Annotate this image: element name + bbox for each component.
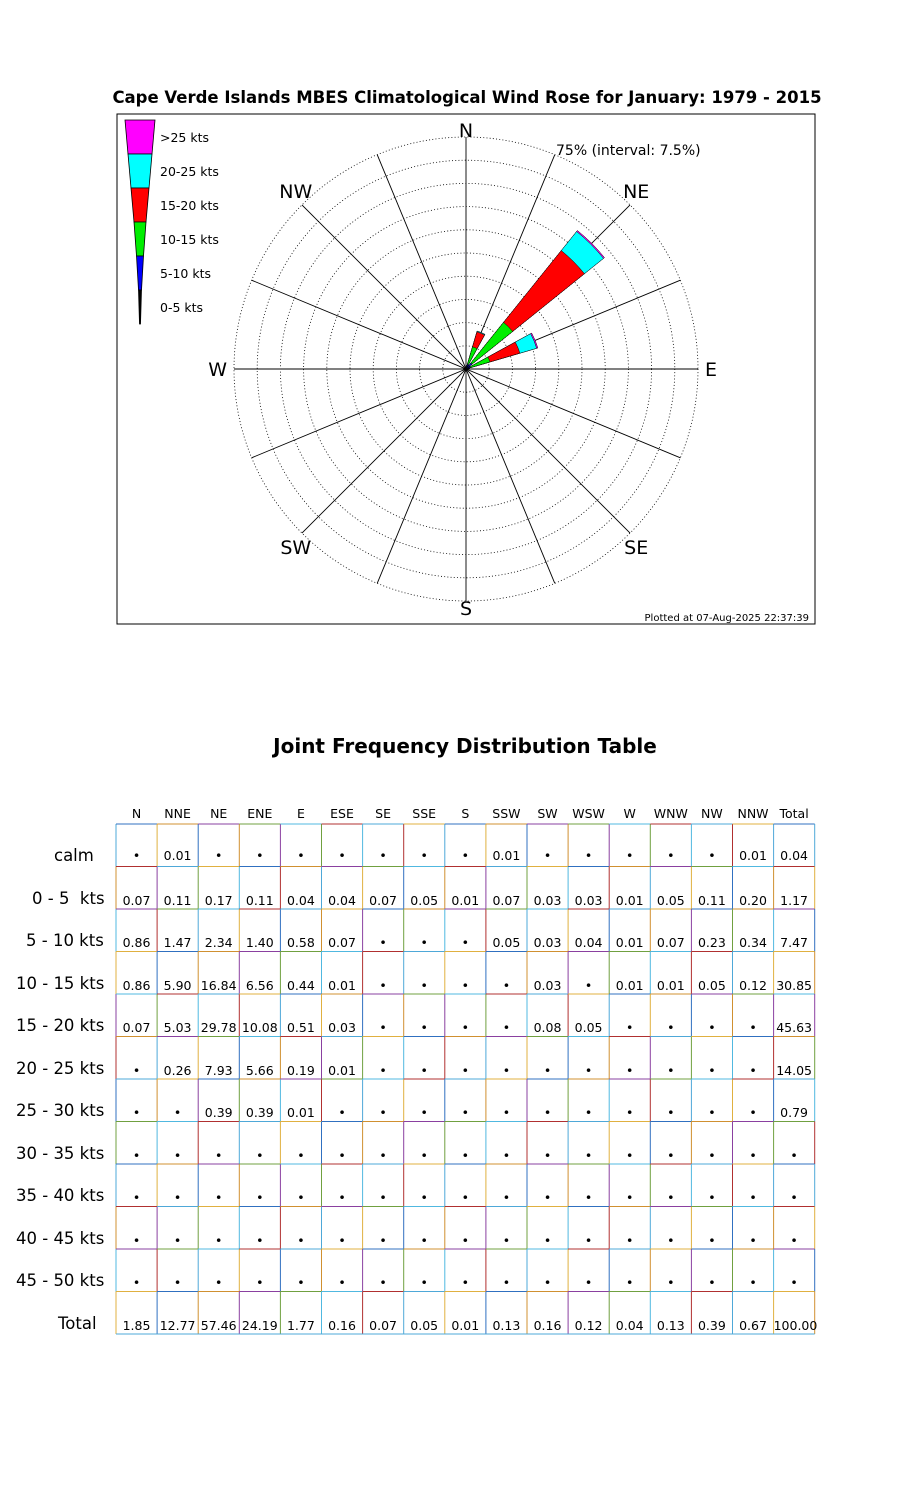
table-cell: • [626,1275,634,1290]
table-cell: • [461,1147,469,1163]
table-cell: • [667,1020,675,1035]
table-cell: 0.20 [739,892,767,908]
table-cell: • [461,1020,469,1035]
table-cell: • [215,1275,223,1290]
table-cell: 0.58 [286,935,315,950]
table-cell: • [461,1062,469,1078]
table-cell: • [790,1275,798,1290]
column-header-sse: SSE [412,806,437,821]
row-header: 5 - 10 kts [26,931,104,950]
table-cell: • [379,1232,387,1248]
table-cell: • [667,848,675,863]
table-cell: • [461,1232,469,1248]
table-cell: 0.05 [410,892,439,908]
table-cell: • [132,1105,141,1120]
table-cell: • [584,977,593,993]
row-header: 10 - 15 kts [16,973,105,993]
table-cell: 0.01 [656,977,685,993]
legend-label: 15-20 kts [160,198,219,213]
table-cell: 0.67 [739,1317,767,1333]
table-cell: 1.40 [245,935,274,950]
column-header-ssw: SSW [492,806,521,821]
table-cell: • [256,1147,264,1163]
table-cell: 10.08 [241,1020,278,1035]
row-header: 30 - 35 kts [16,1143,105,1163]
rose-wedges [466,231,604,369]
table-cell: • [790,1232,798,1248]
column-header-nne: NNE [164,806,191,821]
table-cell: 0.04 [574,935,603,950]
table-cell: 0.07 [122,892,151,908]
table-cell: • [502,1062,511,1078]
compass-label-sw: SW [280,537,312,560]
table-cell: • [790,1190,798,1205]
table-cell: • [379,848,387,863]
table-cell: • [708,1020,716,1035]
column-header-ese: ESE [330,806,354,821]
table-cell: 0.11 [697,892,726,908]
table-cell: • [749,1147,757,1163]
table-cell: • [379,977,387,993]
row-header: 20 - 25 kts [16,1058,105,1078]
table-cell: • [132,1232,141,1248]
table-cell: 0.04 [328,892,356,908]
table-cell: • [338,1232,346,1248]
table-cell: 0.05 [410,1317,439,1333]
table-cell: 5.90 [163,977,192,993]
table-cell: • [502,977,511,993]
legend-swatch [128,154,152,188]
table-cell: 0.01 [615,892,644,908]
table-cell: 0.07 [656,935,685,950]
table-cell: • [338,848,346,863]
table-cell: • [215,1190,223,1205]
legend-swatch [125,120,155,154]
compass-label-n: N [458,120,474,142]
table-cell: • [420,1232,428,1248]
column-header-n: N [131,806,142,821]
legend-label: 10-15 kts [160,232,219,247]
table-cell: • [173,1232,182,1248]
table-cell: • [667,1105,675,1120]
column-header-nw: NW [701,806,723,821]
table-cell: 0.08 [533,1020,562,1035]
table-cell: 0.39 [204,1105,233,1120]
table-cell: • [461,935,469,950]
table-cell: 45.63 [776,1020,812,1035]
table-cell: 0.05 [697,977,726,993]
table-cell: 1.77 [286,1317,315,1333]
table-cell: • [667,1062,675,1078]
table-cell: 1.85 [122,1317,151,1333]
table-cell: • [297,848,305,863]
row-header: calm [54,846,94,865]
table-cell: • [379,1020,387,1035]
table-cell: 0.86 [122,935,151,950]
table-cell: • [338,1105,346,1120]
column-header-wnw: WNW [653,806,688,821]
compass-label-nw: NW [279,180,313,203]
table-cell: 0.01 [451,892,480,908]
table-cell: 0.01 [492,848,521,863]
table-cell: 0.11 [163,892,192,908]
table-cell: • [584,1190,593,1205]
table-cell: • [379,1275,387,1290]
row-header: 25 - 30 kts [16,1101,105,1120]
table-cell: • [667,1190,675,1205]
table-cell: • [379,1190,387,1205]
table-cell: • [584,1147,593,1163]
table-cell: • [667,1147,675,1163]
table-cell: • [502,1105,511,1120]
table-cell: 0.04 [780,848,809,863]
table-cell: 0.86 [122,977,151,993]
table-cell: 0.01 [739,848,767,863]
table-cell: 0.23 [697,935,726,950]
legend-swatch [139,290,142,324]
table-cell: • [461,1190,469,1205]
table-cell: • [749,1190,757,1205]
table-cell: • [584,1062,593,1078]
table-cell: 0.03 [574,892,603,908]
table-cell: 14.05 [776,1062,812,1078]
column-header-s: S [461,806,470,821]
row-header: 0 - 5 kts [32,888,105,908]
table-cell: 24.19 [241,1317,278,1333]
table-cell: • [584,848,593,863]
table-cell: • [543,1062,552,1078]
table-cell: 0.12 [574,1317,603,1333]
table-cell: 0.01 [615,977,644,993]
table-cell: • [173,1190,182,1205]
table-cell: • [502,1147,511,1163]
table-cell: 0.01 [615,935,644,950]
table-cell: 0.01 [163,848,192,863]
table-cell: • [749,1020,757,1035]
table-cell: • [379,1147,387,1163]
table-cell: • [667,1232,675,1248]
table-cell: 1.47 [163,935,192,950]
table-cell: • [420,1190,428,1205]
plot-timestamp: Plotted at 07-Aug-2025 22:37:39 [644,613,809,624]
table-cell: • [420,977,428,993]
table-cell: • [749,1232,757,1248]
table-cell: 0.44 [286,977,315,993]
table-cell: • [379,1062,387,1078]
table-cell: 0.03 [533,892,562,908]
table-cell: • [708,1232,716,1248]
column-header-e: E [296,806,305,821]
rose-legend [125,120,219,324]
table-cell: 5.03 [163,1020,192,1035]
table-cell: 0.13 [492,1317,521,1333]
table-cell: 30.85 [776,977,812,993]
table-cell: 16.84 [200,977,237,993]
legend-label: >25 kts [160,130,210,145]
table-cell: • [420,848,428,863]
table-cell: 57.46 [200,1317,237,1333]
table-cell: • [543,848,552,863]
table-cell: • [749,1062,757,1078]
table-cell: • [749,1105,757,1120]
table-cell: 0.05 [574,1020,603,1035]
table-cell: 7.47 [780,935,809,950]
column-header-w: W [623,806,636,821]
table-cell: 0.03 [533,935,562,950]
table-cell: 12.77 [159,1317,196,1333]
table-cell: • [626,1062,634,1078]
table-cell: 0.01 [451,1317,480,1333]
table-cell: 6.56 [245,977,274,993]
table-cell: • [790,1147,798,1163]
table-cell: • [584,1105,593,1120]
table-cell: • [626,1147,634,1163]
table-cell: 0.07 [122,1020,151,1035]
table-cell: • [420,935,428,950]
table-cell: 2.34 [204,935,233,950]
table-cell: • [338,1275,346,1290]
table-cell: • [379,935,387,950]
table-cell: 0.01 [286,1105,315,1120]
table-cell: • [132,1147,141,1163]
table-cell: • [256,1190,264,1205]
row-header: Total [58,1313,97,1333]
table-cell: 0.19 [286,1062,315,1078]
column-header-sw: SW [537,806,558,821]
table-cell: • [256,848,264,863]
table-cell: 1.17 [780,892,809,908]
legend-label: 5-10 kts [160,266,211,281]
table-cell: • [420,1275,428,1290]
compass-label-se: SE [624,537,649,560]
table-cell: • [543,1275,552,1290]
table-cell: 0.26 [163,1062,192,1078]
table-cell: • [297,1190,305,1205]
table-cell: • [543,1105,552,1120]
table-cell: • [543,1232,552,1248]
table-cell: • [708,1190,716,1205]
table-cell: • [708,848,716,863]
column-header-nnw: NNW [737,806,769,821]
row-header: 15 - 20 kts [16,1016,105,1035]
table-cell: • [626,1190,634,1205]
column-header-wsw: WSW [572,806,605,821]
table-cell: • [420,1062,428,1078]
table-cell: 0.07 [328,935,356,950]
table-cell: 0.13 [656,1317,685,1333]
table-cell: 29.78 [200,1020,237,1035]
table-cell: • [420,1147,428,1163]
row-header: 40 - 45 kts [16,1228,105,1248]
table-cell: • [173,1147,182,1163]
column-header-ne: NE [210,806,228,821]
table-cell: 0.34 [739,935,767,950]
table-cell: • [543,1190,552,1205]
table-cell: • [708,1275,716,1290]
table-cell: • [215,1147,223,1163]
table-cell: • [338,1147,346,1163]
table-cell: 0.79 [780,1105,809,1120]
table-cell: • [256,1275,264,1290]
table-cell: • [708,1062,716,1078]
table-cell: 0.05 [492,935,521,950]
ring-interval-label: 75% (interval: 7.5%) [556,143,701,159]
table-cell: • [749,1275,757,1290]
compass-label-w: W [208,359,227,381]
table-cell: • [626,1105,634,1120]
legend-label: 0-5 kts [160,300,204,315]
table-cell: 0.17 [204,892,233,908]
table-cell: • [708,1147,716,1163]
compass-label-e: E [705,359,718,381]
table-cell: 0.39 [697,1317,726,1333]
table-cell: • [584,1232,593,1248]
table-cell: 0.16 [328,1317,356,1333]
table-cell: 0.16 [533,1317,562,1333]
table-cell: 5.66 [245,1062,274,1078]
table-cell: • [132,1275,141,1290]
table-cell: • [502,1020,511,1035]
table-title: Joint Frequency Distribution Table [273,734,657,758]
table-cell: • [708,1105,716,1120]
table-cell: • [461,848,469,863]
table-cell: • [626,1232,634,1248]
table-cell: • [502,1232,511,1248]
compass-label-s: S [459,598,473,620]
table-cell: 0.51 [286,1020,315,1035]
rose-title: Cape Verde Islands MBES Climatological Wind Rose for January: 1979 - 2015 [112,88,822,107]
table-cell: • [256,1232,264,1248]
table-cell: • [132,848,141,863]
table-cell: 0.07 [369,1317,398,1333]
table-cell: • [502,1190,511,1205]
table-cell: 0.01 [328,977,356,993]
table-cell: 0.12 [739,977,767,993]
legend-label: 20-25 kts [160,164,219,179]
table-cell: 7.93 [204,1062,233,1078]
table-cell: 0.01 [328,1062,356,1078]
table-cell: • [297,1232,305,1248]
table-cell: • [667,1275,675,1290]
table-cell: • [420,1020,428,1035]
table-cell: 0.03 [328,1020,356,1035]
table-cell: • [173,1275,182,1290]
table-cell: • [338,1190,346,1205]
table-cell: • [173,1105,182,1120]
legend-swatch [137,256,144,290]
table-cell: 0.39 [245,1105,274,1120]
table-cell: 0.03 [533,977,562,993]
table-cell: • [502,1275,511,1290]
table-cell: • [461,977,469,993]
table-cell: • [297,1275,305,1290]
table-cell: 100.00 [773,1317,818,1333]
table-cell: • [215,1232,223,1248]
table-cell: • [461,1275,469,1290]
table-cell: 0.07 [492,892,521,908]
table-cell: • [461,1105,469,1120]
table-cell: • [420,1105,428,1120]
table-cell: 0.07 [369,892,398,908]
legend-swatch [131,188,149,222]
table-cell: • [379,1105,387,1120]
column-header-total: Total [779,806,809,821]
table-cell: • [132,1190,141,1205]
table-cell: • [626,848,634,863]
table-cell: 0.11 [245,892,274,908]
column-header-se: SE [375,806,392,821]
row-header: 45 - 50 kts [16,1271,105,1290]
table-cell: • [132,1062,141,1078]
table-cell: 0.04 [286,892,315,908]
table-cell: 0.04 [615,1317,644,1333]
compass-label-ne: NE [623,180,650,203]
table-cell: • [215,848,223,863]
column-header-ene: ENE [247,806,273,821]
table-cell: 0.05 [656,892,685,908]
table-cell: • [543,1147,552,1163]
table-cell: • [584,1275,593,1290]
table-cell: • [297,1147,305,1163]
table-cell: • [626,1020,634,1035]
legend-swatch [134,222,146,256]
row-header: 35 - 40 kts [16,1186,105,1205]
